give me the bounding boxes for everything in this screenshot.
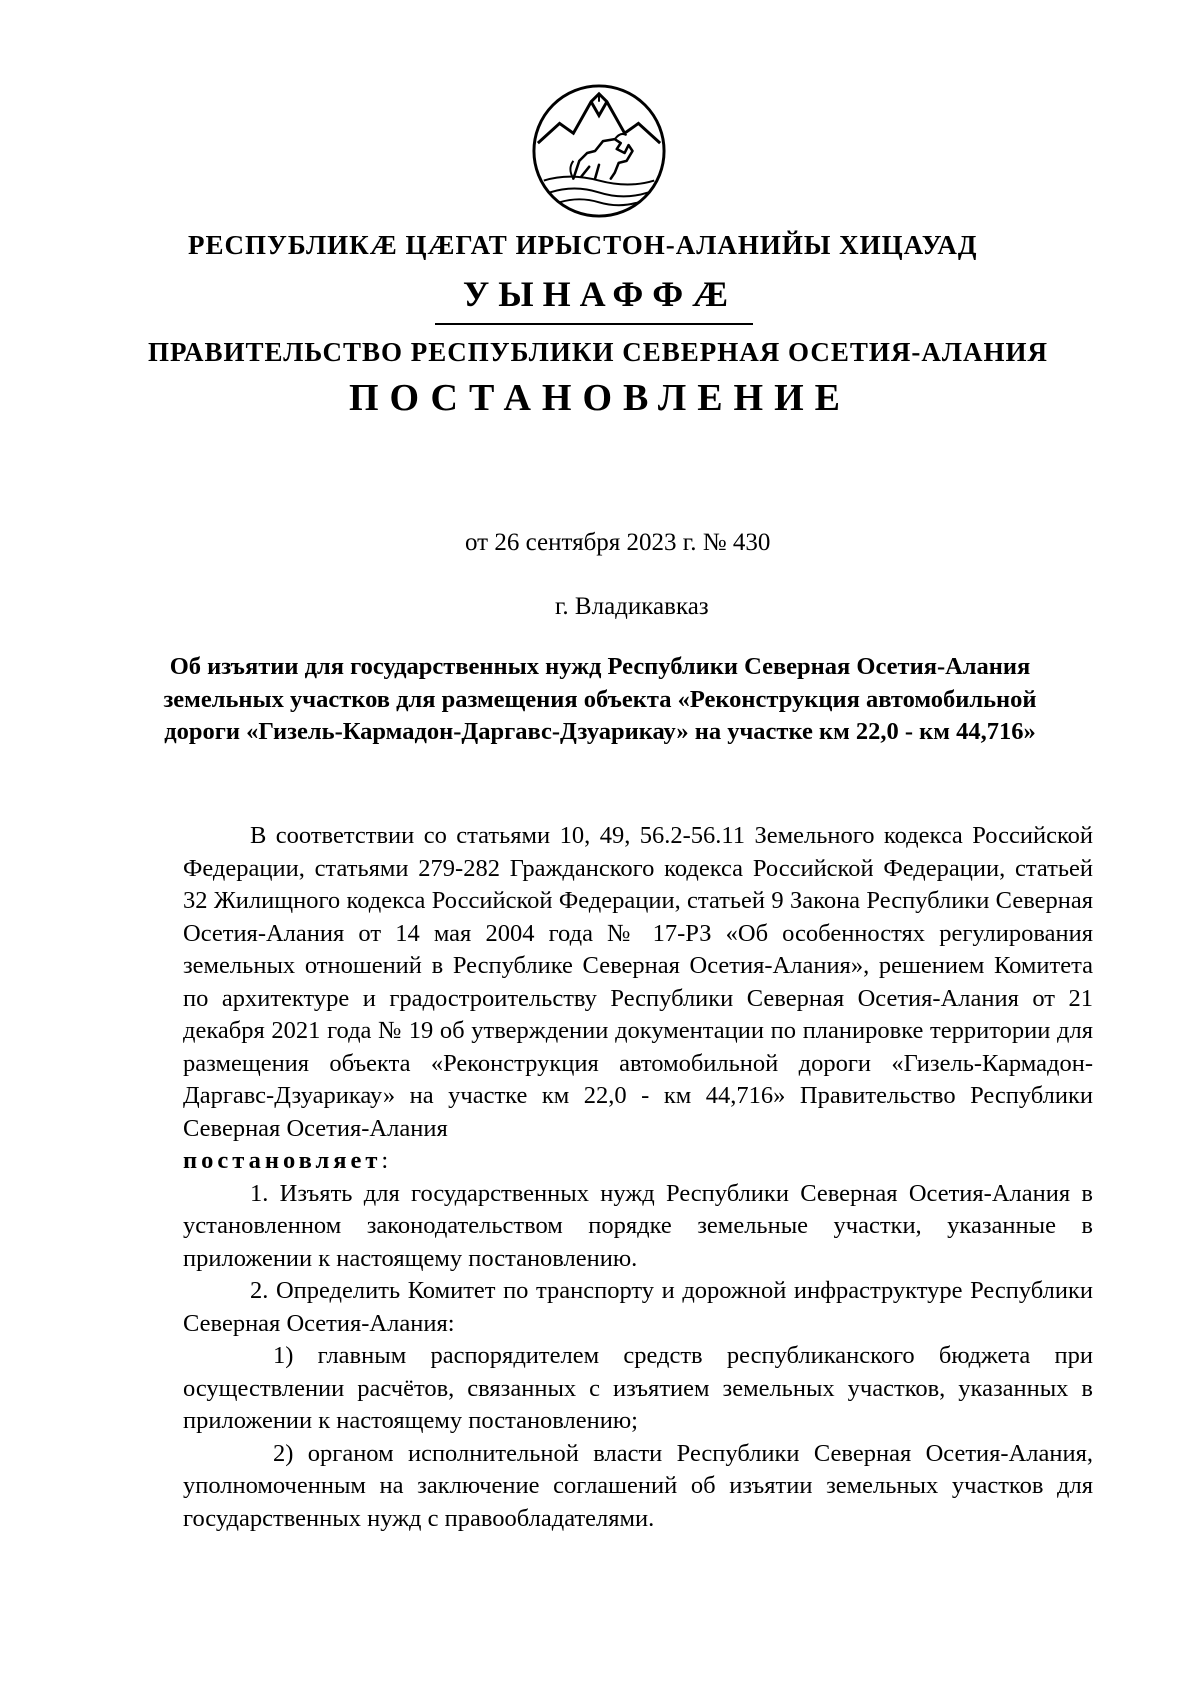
document-subject: Об изъятии для государственных нужд Республики Северная Осетия-Алания земельных участков для размещения объекта «Реконструкция автомобильной дороги «Гизель-Кармадон-Даргавс-Дзуарикау» на участке км 22,0 - км 44,716» — [163, 653, 1037, 745]
decree-colon: : — [381, 1147, 389, 1174]
item-2: 2. Определить Комитет по транспорту и дорожной инфраструктуре Республики Северная Осетия-Алания: — [183, 1277, 1093, 1337]
preamble-paragraph: В соответствии со статьями 10, 49, 56.2-56.11 Земельного кодекса Российской Федерации, статьями 279-282 Гражданского кодекса Российской Федерации, статьей 32 Жилищного кодекса Российской Федерации, статьей 9 Закона Республики Северная Осетия-Алания от 14 мая 2004 года № 17-РЗ «Об особенностях регулирования земельных отношений в Республике Северная Осетия-Алания», решением Комитета по архитектуре и градостроительству Республики Северная Осетия-Алания от 21 декабря 2021 года № 19 об утверждении документации по планировке территории для размещения объекта «Реконструкция автомобильной дороги «Гизель-Кармадон-Даргавс-Дзуарикау» на участке км 22,0 - км 44,716» Правительство Республики Северная Осетия-Алания — [183, 822, 1093, 1142]
document-date-number: от 26 сентября 2023 г. № 430 — [465, 529, 771, 556]
document-body — [183, 820, 1093, 1535]
coat-of-arms-emblem — [530, 82, 668, 220]
item-2-subitem-2: 2) органом исполнительной власти Республики Северная Осетия-Алания, уполномоченным на заключение соглашений об изъятии земельных участков для государственных нужд с правообладателями. — [183, 1439, 1093, 1532]
header-doctype-ossetian: УЫНАФФӔ — [462, 274, 738, 314]
item-2-subitem-1: 1) главным распорядителем средств республиканского бюджета при осуществлении расчётов, связанных с изъятием земельных участков, указанных в приложении к настоящему постановлению; — [183, 1342, 1093, 1434]
header-divider — [435, 323, 753, 325]
decree-line — [183, 1145, 1093, 1178]
document-city: г. Владикавказ — [555, 593, 709, 620]
header-org-russian: ПРАВИТЕЛЬСТВО РЕСПУБЛИКИ СЕВЕРНАЯ ОСЕТИЯ-АЛАНИЯ — [148, 337, 1048, 367]
header-org-ossetian: РЕСПУБЛИКӔ ЦӔГАТ ИРЫСТОН-АЛАНИЙЫ ХИЦАУАД — [188, 230, 978, 260]
item-1: 1. Изъять для государственных нужд Республики Северная Осетия-Алания в установленном законодательством порядке земельные участки, указанные в приложении к настоящему постановлению. — [183, 1179, 1093, 1272]
header-doctype-russian: ПОСТАНОВЛЕНИЕ — [348, 377, 852, 419]
decree-word: постановляет — [183, 1147, 382, 1174]
